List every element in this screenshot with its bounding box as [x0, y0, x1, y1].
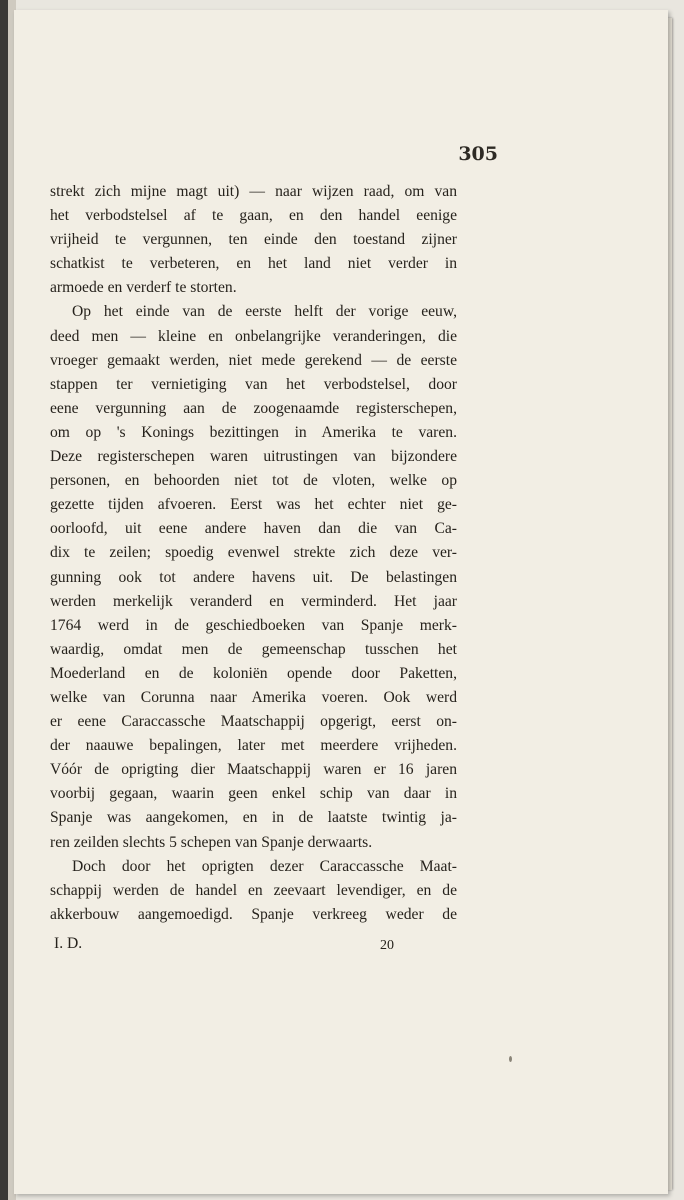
paper-speck	[509, 1056, 512, 1062]
text-line: Op het einde van de eerste helft der vorige eeuw,	[72, 303, 457, 321]
text-line: vroeger gemaakt werden, niet mede gerekend — de eerste	[50, 351, 457, 369]
text-line: gunning ook tot andere havens uit. De belastingen	[50, 568, 457, 586]
body-text	[50, 180, 457, 927]
signature-mark: I. D.	[54, 935, 83, 952]
text-line: om op 's Konings bezittingen in Amerika te varen.	[50, 423, 457, 441]
text-line: Doch door het oprigten dezer Caraccassche Maat-	[72, 857, 457, 875]
text-line: personen, en behoorden niet tot de vloten, welke op	[50, 472, 457, 490]
text-line: voorbij gegaan, waarin geen enkel schip van daar in	[50, 785, 457, 803]
page-number: 305	[458, 143, 498, 165]
text-line: 1764 werd in de geschiedboeken van Spanje merk-	[50, 616, 457, 634]
text-line: stappen ter vernietiging van het verbodstelsel, door	[50, 375, 457, 393]
text-line: ren zeilden slechts 5 schepen van Spanje derwaarts.	[50, 833, 373, 851]
text-line: er eene Caraccassche Maatschappij opgerigt, eerst on-	[50, 713, 457, 731]
text-line: deed men — kleine en onbelangrijke veranderingen, die	[50, 327, 457, 345]
book-page	[14, 10, 668, 1194]
text-line: het verbodstelsel af te gaan, en den handel eenige	[50, 207, 457, 225]
text-line: vrijheid te vergunnen, ten einde den toestand zijner	[50, 231, 457, 249]
text-line: oorloofd, uit eene andere haven dan die van Ca-	[50, 520, 457, 538]
book-binding-edge	[0, 0, 8, 1200]
text-line: strekt zich mijne magt uit) — naar wijzen raad, om van	[50, 183, 457, 200]
text-line: armoede en verderf te storten.	[50, 279, 237, 297]
text-line: Vóór de oprigting dier Maatschappij waren er 16 jaren	[50, 761, 457, 779]
text-line: eene vergunning aan de zoogenaamde registerschepen,	[50, 399, 457, 417]
text-line: gezette tijden afvoeren. Eerst was het echter niet ge-	[50, 496, 457, 514]
text-line: Spanje was aangekomen, en in de laatste twintig ja-	[50, 809, 457, 827]
text-line: werden merkelijk veranderd en verminderd. Het jaar	[50, 592, 457, 610]
text-line: schatkist te verbeteren, en het land niet verder in	[50, 255, 457, 273]
text-line: akkerbouw aangemoedigd. Spanje verkreeg weder de	[50, 905, 457, 923]
text-line: Moederland en de koloniën opende door Paketten,	[50, 664, 457, 682]
text-line: der naauwe bepalingen, later met meerdere vrijheden.	[50, 737, 457, 755]
text-line: Deze registerschepen waren uitrustingen van bijzondere	[50, 448, 457, 466]
text-line: welke van Corunna naar Amerika voeren. Ook werd	[50, 688, 457, 706]
catchword: 20	[380, 938, 394, 953]
text-line: waardig, omdat men de gemeenschap tusschen het	[50, 640, 457, 658]
text-line: schappij werden de handel en zeevaart levendiger, en de	[50, 881, 457, 899]
text-line: dix te zeilen; spoedig evenwel strekte zich deze ver-	[50, 544, 457, 562]
